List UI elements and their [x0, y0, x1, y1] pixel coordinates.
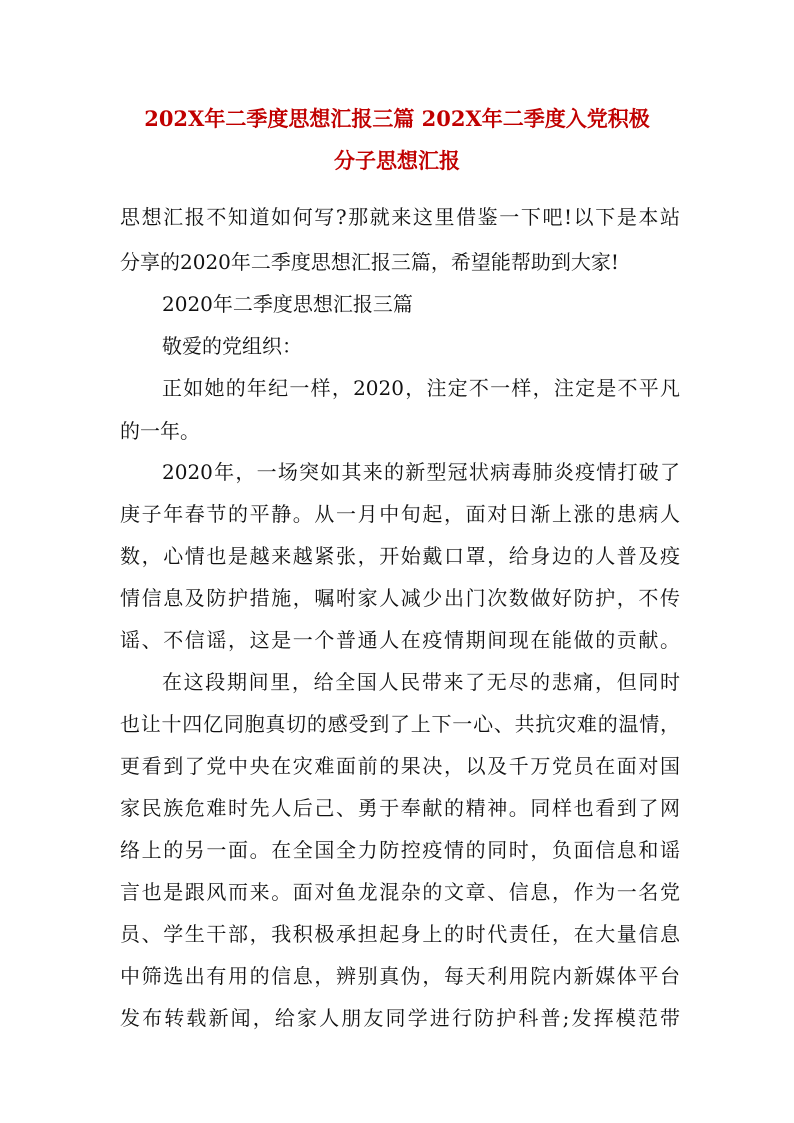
- body-line: 发布转载新闻，给家人朋友同学进行防护科普;发挥模范带: [120, 1006, 680, 1030]
- body-line: 员、学生干部，我积极承担起身上的时代责任，在大量信息: [120, 922, 680, 946]
- body-line: 络上的另一面。在全国全力防控疫情的同时，负面信息和谣: [120, 838, 680, 862]
- body-line: 的一年。: [120, 419, 200, 443]
- document-title-line-1: 202X年二季度思想汇报三篇 202X年二季度入党积极: [144, 106, 650, 131]
- body-line: 在这段期间里，给全国人民带来了无尽的悲痛，但同时: [162, 670, 680, 694]
- body-line: 也让十四亿同胞真切的感受到了上下一心、共抗灾难的温情，: [120, 712, 680, 736]
- body-line: 谣、不信谣，这是一个普通人在疫情期间现在能做的贡献。: [120, 628, 680, 652]
- body-line: 更看到了党中央在灾难面前的果决，以及千万党员在面对国: [120, 754, 680, 778]
- body-line: 2020年，一场突如其来的新型冠状病毒肺炎疫情打破了: [162, 460, 680, 484]
- body-line: 数，心情也是越来越紧张，开始戴口罩，给身边的人普及疫: [120, 544, 680, 568]
- body-line: 思想汇报不知道如何写?那就来这里借鉴一下吧!以下是本站: [120, 205, 680, 229]
- body-line: 正如她的年纪一样，2020，注定不一样，注定是不平凡: [162, 376, 680, 400]
- section-heading: 2020年二季度思想汇报三篇: [162, 292, 413, 316]
- body-line: 情信息及防护措施，嘱咐家人减少出门次数做好防护，不传: [120, 586, 680, 610]
- document-title-line-2: 分子思想汇报: [334, 148, 460, 173]
- body-line: 庚子年春节的平静。从一月中旬起，面对日渐上涨的患病人: [120, 502, 680, 526]
- body-line: 分享的2020年二季度思想汇报三篇，希望能帮助到大家!: [120, 250, 619, 274]
- body-line: 言也是跟风而来。面对鱼龙混杂的文章、信息，作为一名党: [120, 880, 680, 904]
- salutation: 敬爱的党组织：: [162, 334, 302, 358]
- body-line: 中筛选出有用的信息，辨别真伪，每天利用院内新媒体平台: [120, 964, 680, 988]
- body-line: 家民族危难时先人后己、勇于奉献的精神。同样也看到了网: [120, 796, 680, 820]
